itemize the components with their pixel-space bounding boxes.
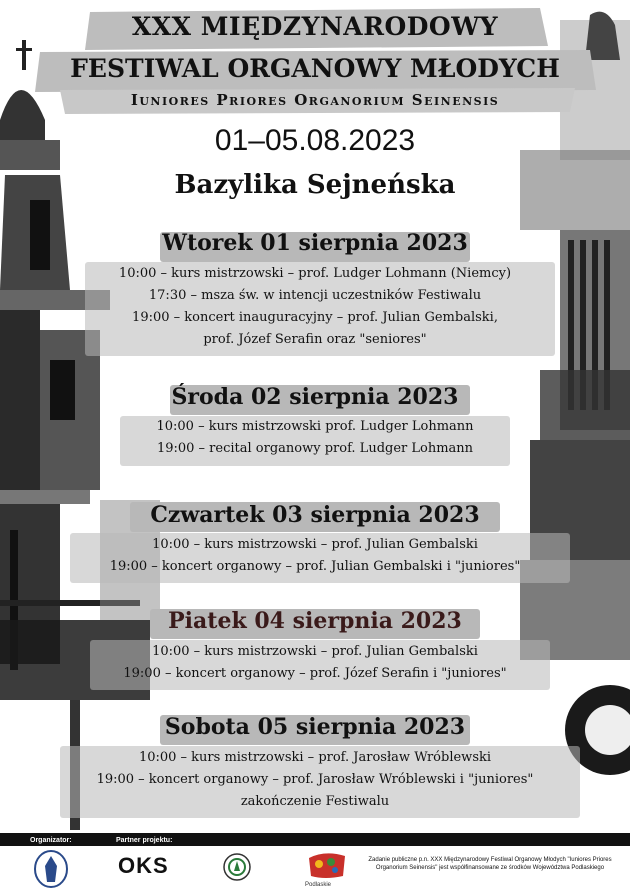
festival-venue: Bazylika Sejneńska: [174, 170, 456, 200]
day-title: Sobota 05 sierpnia 2023: [164, 714, 466, 740]
schedule-line: 19:00 – koncert organowy – prof. Jarosław Wróblewski i "juniores": [96, 772, 534, 787]
festival-title-line1: XXX MIĘDZYNARODOWY: [131, 12, 499, 41]
funding-note: Zadanie publiczne p.n. XXX Międzynarodowy Festiwal Organowy Młodych "Iuniores Priores Organorium Seinensis" jest współfinansowane ze środków Województwa Podlaskiego: [368, 857, 612, 871]
day-block-2: [0, 384, 630, 410]
podlaskie-label: Podlaskie: [305, 882, 332, 888]
schedule-line: prof. Józef Serafin oraz "seniores": [203, 332, 427, 347]
day-title: Czwartek 03 sierpnia 2023: [150, 502, 480, 528]
day-block-5: [0, 714, 630, 740]
podlaskie-region-icon: [305, 850, 349, 886]
footer-bar: [0, 833, 630, 846]
schedule-line: 19:00 – koncert organowy – prof. Józef Serafin i "juniores": [123, 666, 507, 681]
schedule-line: 10:00 – kurs mistrzowski – prof. Julian Gembalski: [152, 537, 478, 552]
day-title: Piatek 04 sierpnia 2023: [168, 608, 462, 634]
organizer-label: Organizator:: [30, 837, 72, 844]
schedule-line: 19:00 – koncert inauguracyjny – prof. Julian Gembalski,: [132, 310, 498, 325]
festival-title-line2: FESTIWAL ORGANOWY MŁODYCH: [70, 54, 560, 83]
festival-dates: 01–05.08.2023: [214, 124, 416, 157]
partner-oks-logo: OKS: [118, 853, 169, 878]
schedule-line: 10:00 – kurs mistrzowski – prof. Ludger Lohmann (Niemcy): [118, 266, 512, 281]
schedule-line: 19:00 – recital organowy prof. Ludger Lohmann: [156, 441, 474, 456]
schedule-line: 10:00 – kurs mistrzowski – prof. Julian Gembalski: [152, 644, 478, 659]
schedule-line: 17:30 – msza św. w intencji uczestników Festiwalu: [148, 288, 482, 303]
schedule-line: zakończenie Festiwalu: [240, 794, 390, 809]
day-block-3: [0, 502, 630, 528]
partner-label: Partner projektu:: [116, 837, 173, 844]
day-title: Środa 02 sierpnia 2023: [171, 384, 459, 410]
schedule-line: 10:00 – kurs mistrzowski prof. Ludger Lohmann: [156, 419, 474, 434]
festival-subtitle: Iuniores Priores Organorium Seinensis: [130, 91, 500, 109]
schedule-line: 19:00 – koncert organowy – prof. Julian Gembalski i "juniores": [109, 559, 521, 574]
parish-seal-icon: [222, 852, 252, 882]
organizer-emblem-icon: [33, 850, 69, 888]
day-block-1: [0, 230, 630, 256]
schedule-line: 10:00 – kurs mistrzowski – prof. Jarosław Wróblewski: [138, 750, 492, 765]
day-title: Wtorek 01 sierpnia 2023: [162, 230, 468, 256]
day-block-4: [0, 608, 630, 634]
